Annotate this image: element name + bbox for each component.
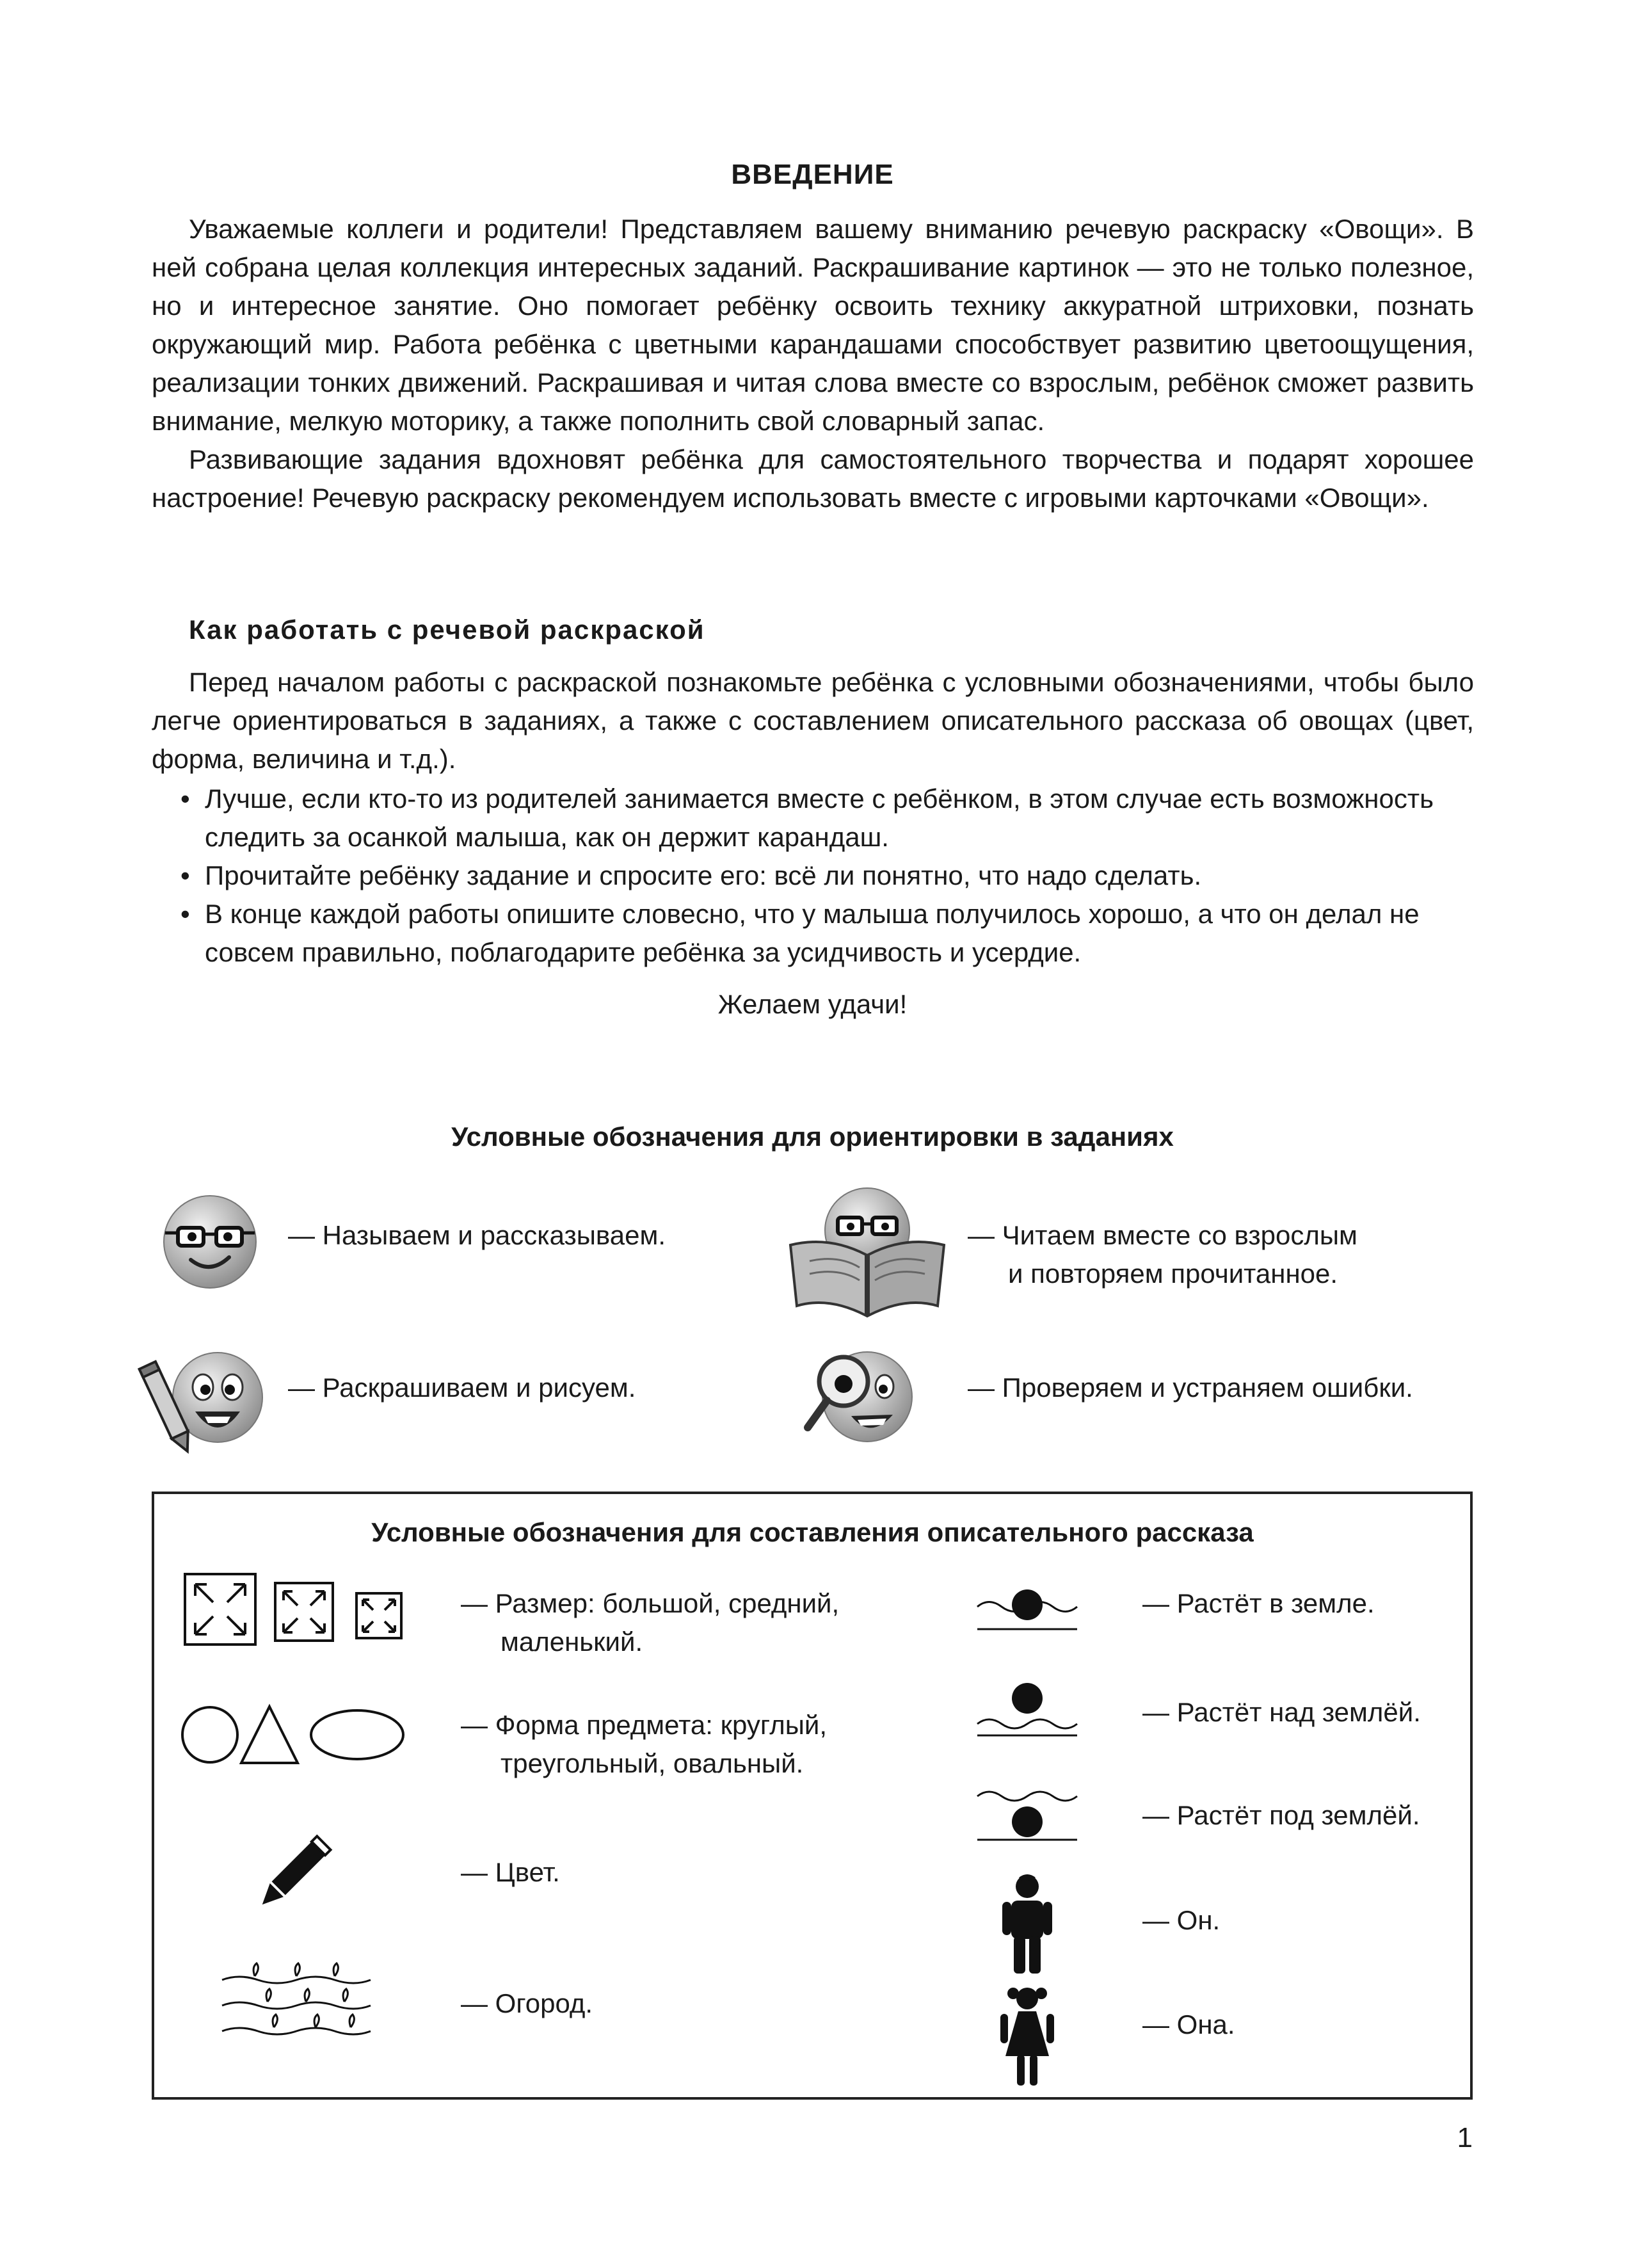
size-arrows-icon	[182, 1572, 426, 1648]
legend-name-tell: — Называем и рассказываем.	[288, 1220, 666, 1250]
intro-title: ВВЕДЕНИЕ	[731, 159, 894, 190]
task-legend-title: Условные обозначения для ориентировки в заданиях	[451, 1122, 1174, 1152]
boy-figure-icon	[998, 1872, 1056, 1975]
tip-item: • В конце каждой работы опишите словесно, что у малыша получилось хорошо, а что он делал не совсем правильно, поблагодарите ребёнка за усидчивость и усердие.	[174, 895, 1473, 972]
garden-beds-icon	[220, 1962, 373, 2045]
how-to-heading: Как работать с речевой раскраской	[189, 615, 705, 645]
legend-shape-line1: — Форма предмета: круглый,	[461, 1710, 828, 1740]
legend-size-line1: — Размер: большой, средний,	[461, 1588, 840, 1618]
legend-read-line1: — Читаем вместе со взрослым	[968, 1220, 1357, 1250]
legend-size-line2: маленький.	[500, 1627, 643, 1657]
smiley-pencil-icon	[144, 1347, 272, 1456]
legend-under-ground: — Растёт под землёй.	[1142, 1800, 1420, 1830]
intro-paragraph-2: Развивающие задания вдохновят ребёнка для самостоятельного творчества и подарят хорошее настроение! Речевую раскраску рекомендуем использовать вместе с игровыми карточками «Овощи».	[152, 444, 1474, 513]
legend-color: — Цвет.	[461, 1857, 560, 1887]
shapes-icon	[181, 1703, 412, 1767]
intro-paragraph-1: Уважаемые коллеги и родители! Представляем вашему вниманию речевую раскраску «Овощи». В ней собрана целая коллекция интересных заданий. Раскрашивание картинок — это не только полезное, но и интересное занятие. Оно помогает ребёнку освоить технику аккуратной штриховки, познать окружающий мир. Работа ребёнка с цветными карандашами способствует развитию цветоощущения, реализации тонких движений. Раскрашивая и читая слова вместе со взрослым, ребёнок сможет развить внимание, мелкую моторику, а также пополнить свой словарный запас.	[152, 214, 1474, 436]
legend-garden: — Огород.	[461, 1988, 593, 2018]
legend-read-line2: и повторяем прочитанное.	[1008, 1259, 1338, 1289]
tips-list	[174, 780, 1473, 972]
legend-check-fix: — Проверяем и устраняем ошибки.	[968, 1372, 1413, 1403]
smiley-glasses-icon	[159, 1191, 261, 1293]
grows-above-ground-icon	[976, 1680, 1078, 1738]
intro-text	[152, 210, 1474, 517]
smiley-reading-book-icon	[784, 1184, 950, 1319]
legend-above-ground: — Растёт над землёй.	[1142, 1697, 1421, 1727]
how-to-paragraph: Перед началом работы с раскраской познакомьте ребёнка с условными обозначениями, чтобы было легче ориентироваться в заданиях, а также с составлением описательного рассказа об овощах (цвет, форма, величина и т.д.).	[152, 667, 1474, 774]
pencil-icon	[253, 1837, 330, 1914]
legend-color-draw: — Раскрашиваем и рисуем.	[288, 1372, 636, 1403]
smiley-magnifier-icon	[794, 1344, 922, 1453]
legend-he: — Он.	[1142, 1905, 1221, 1935]
page-number: 1	[1457, 2122, 1473, 2153]
tip-item: • Прочитайте ребёнку задание и спросите его: всё ли понятно, что надо сделать.	[174, 857, 1473, 895]
legend-shape-line2: треугольный, овальный.	[500, 1748, 804, 1778]
grows-in-ground-icon	[976, 1578, 1078, 1636]
legend-she: — Она.	[1142, 2009, 1235, 2039]
tip-item: • Лучше, если кто-то из родителей занимается вместе с ребёнком, в этом случае есть возможность следить за осанкой малыша, как он держит карандаш.	[174, 780, 1473, 857]
legend-in-ground: — Растёт в земле.	[1142, 1588, 1375, 1618]
girl-figure-icon	[995, 1984, 1059, 2087]
how-to-text	[152, 663, 1474, 778]
grows-under-ground-icon	[976, 1786, 1078, 1844]
story-legend-title: Условные обозначения для составления описательного рассказа	[371, 1517, 1254, 1547]
closing-wish: Желаем удачи!	[717, 989, 908, 1019]
